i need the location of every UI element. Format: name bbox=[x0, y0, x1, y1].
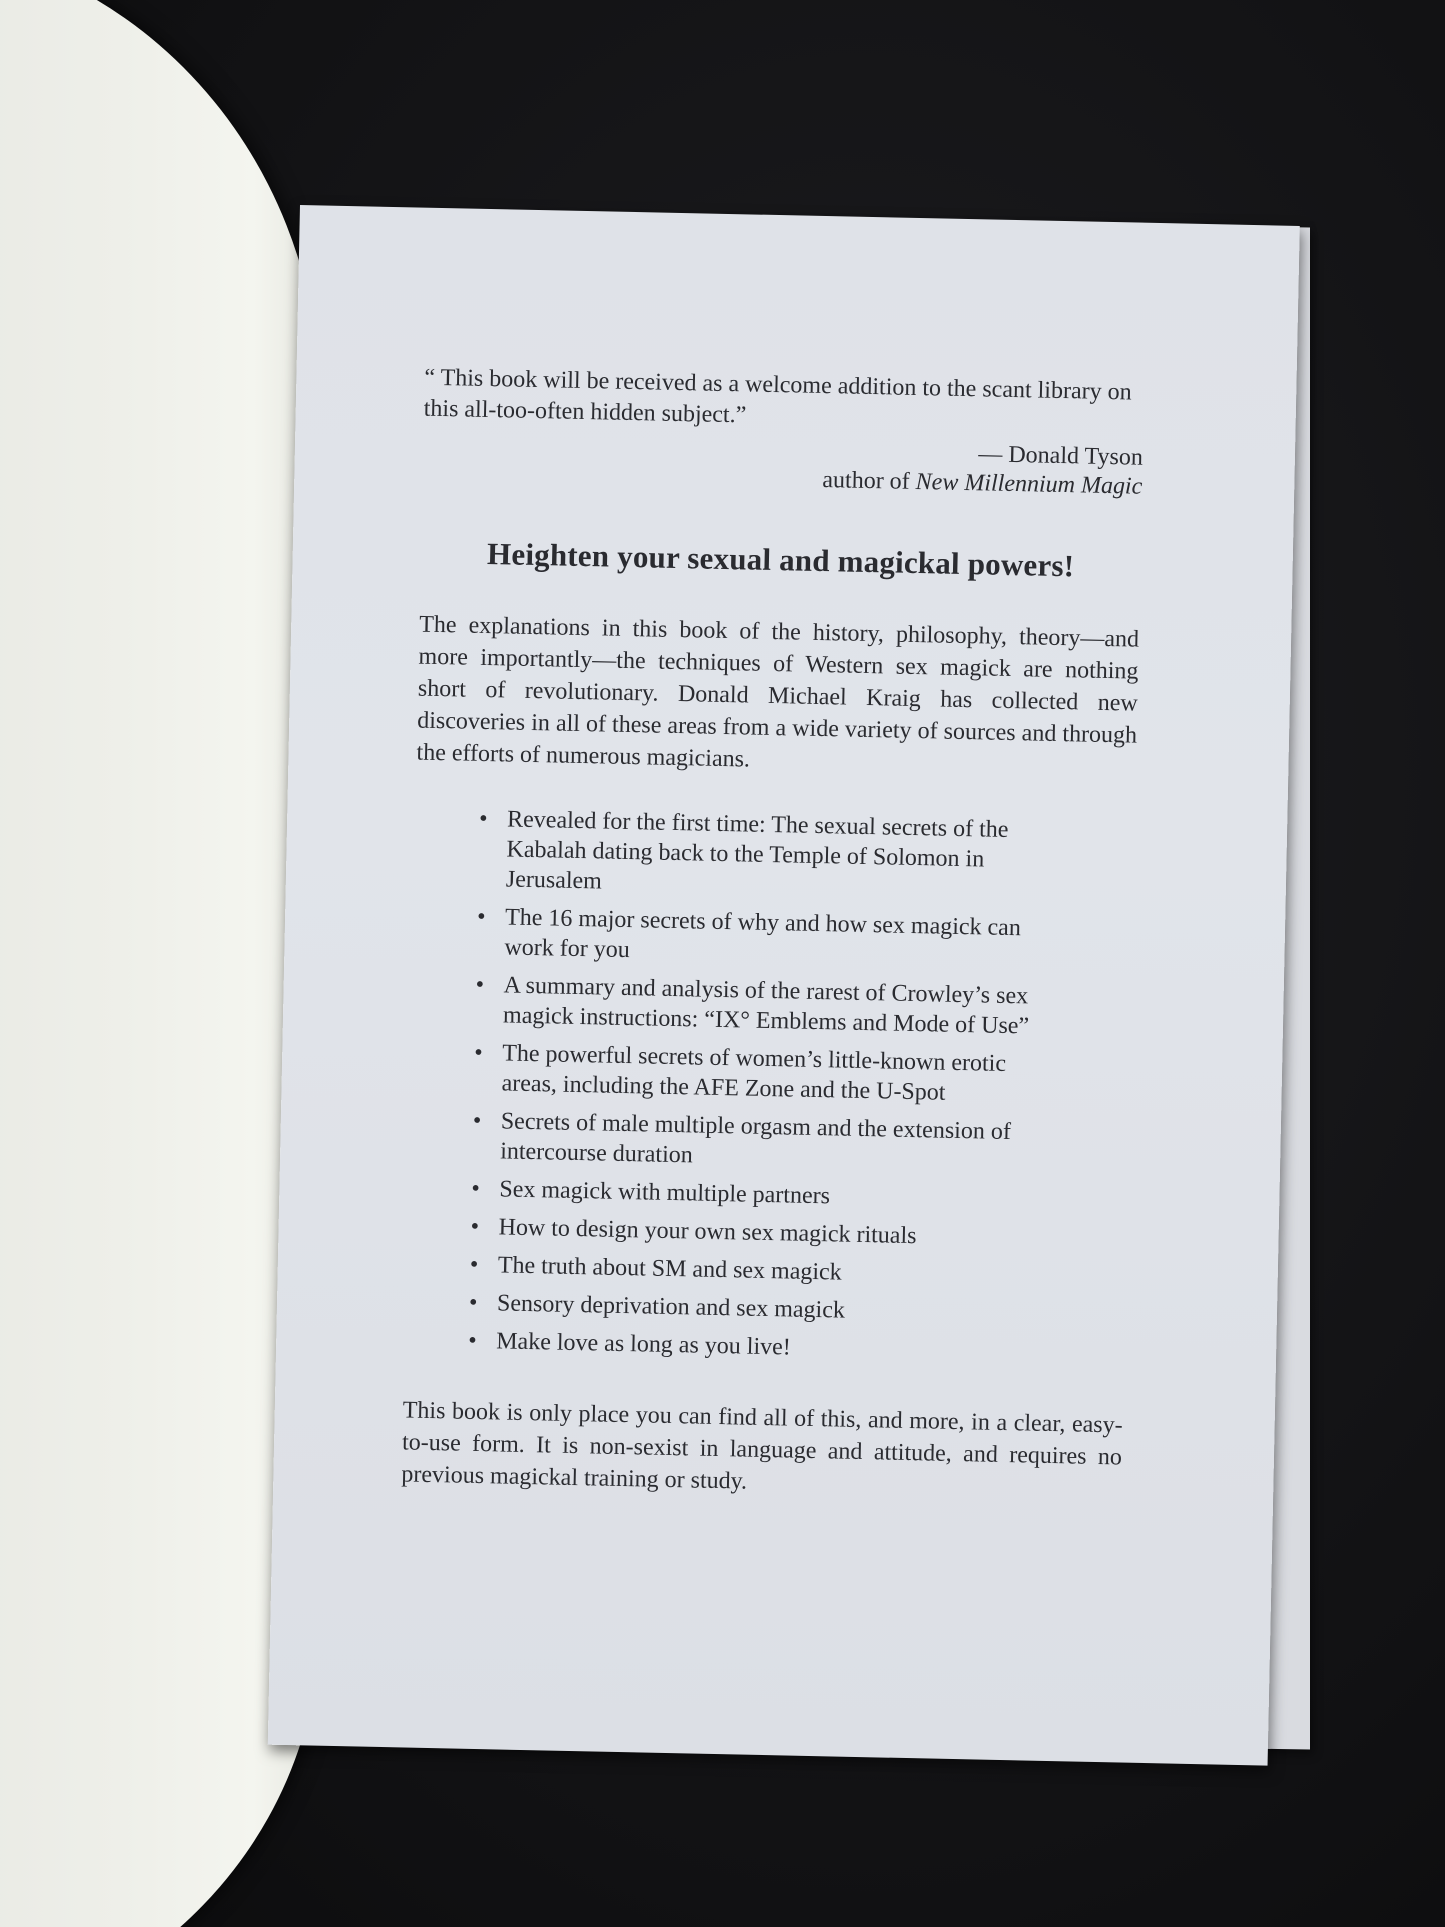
list-item: • Sex magick with multiple partners bbox=[471, 1175, 831, 1210]
list-item: • How to design your own sex magick rituals bbox=[470, 1213, 917, 1250]
bullet-icon: • bbox=[468, 1289, 478, 1316]
bullet-icon: • bbox=[476, 903, 486, 931]
quote-author: — Donald Tyson bbox=[978, 441, 1144, 471]
bullet-icon: • bbox=[478, 805, 488, 833]
bullet-icon: • bbox=[469, 1251, 479, 1278]
bullet-icon: • bbox=[467, 1327, 477, 1354]
bullet-icon: • bbox=[471, 1175, 481, 1202]
endorsement-quote: “ This book will be received as a welcome addition to the scant library on this all-too-often hidden subject.” bbox=[423, 364, 1132, 429]
bullet-icon: • bbox=[475, 971, 485, 999]
book-page bbox=[268, 205, 1300, 1766]
list-item: • The truth about SM and sex magick bbox=[469, 1251, 842, 1286]
list-item: • Secrets of male multiple orgasm and the extension of intercourse duration bbox=[472, 1107, 1012, 1169]
author-book-title: New Millennium Magic bbox=[915, 468, 1143, 500]
list-item: • Revealed for the first time: The sexual secrets of the Kabalah dating back to the Temple of Solomon in Jerusalem bbox=[478, 805, 1009, 895]
quote-attribution bbox=[422, 429, 1143, 502]
list-item: • The powerful secrets of women’s little-known erotic areas, including the AFE Zone and the U-Spot bbox=[474, 1039, 1007, 1106]
page-heading: Heighten your sexual and magickal powers! bbox=[486, 535, 1075, 584]
feature-list bbox=[404, 803, 1135, 1370]
closing-paragraph: This book is only place you can find all of this, and more, in a clear, easy-to-use form. It is non-sexist in language and attitude, and requires no previous magickal training or study. bbox=[401, 1397, 1123, 1495]
page-content bbox=[401, 363, 1144, 1506]
list-item: • Make love as long as you live! bbox=[467, 1327, 792, 1361]
bullet-icon: • bbox=[470, 1213, 480, 1240]
list-item: • Sensory deprivation and sex magick bbox=[468, 1289, 846, 1324]
author-prefix: author of bbox=[822, 467, 910, 495]
list-item: • A summary and analysis of the rarest of Crowley’s sex magick instructions: “IX° Emblems and Mode of Use” bbox=[475, 971, 1030, 1040]
intro-paragraph: The explanations in this book of the history, philosophy, theory—and more importantly—the techniques of Western sex magick are nothing short of revolutionary. Donald Michael Kraig has collected new discoveries in all of these areas from a wide variety of sources and through the efforts of numerous magicians. bbox=[416, 611, 1140, 773]
bullet-icon: • bbox=[474, 1039, 483, 1067]
bullet-icon: • bbox=[472, 1107, 482, 1134]
list-item: • The 16 major secrets of why and how sex magick can work for you bbox=[476, 903, 1022, 964]
